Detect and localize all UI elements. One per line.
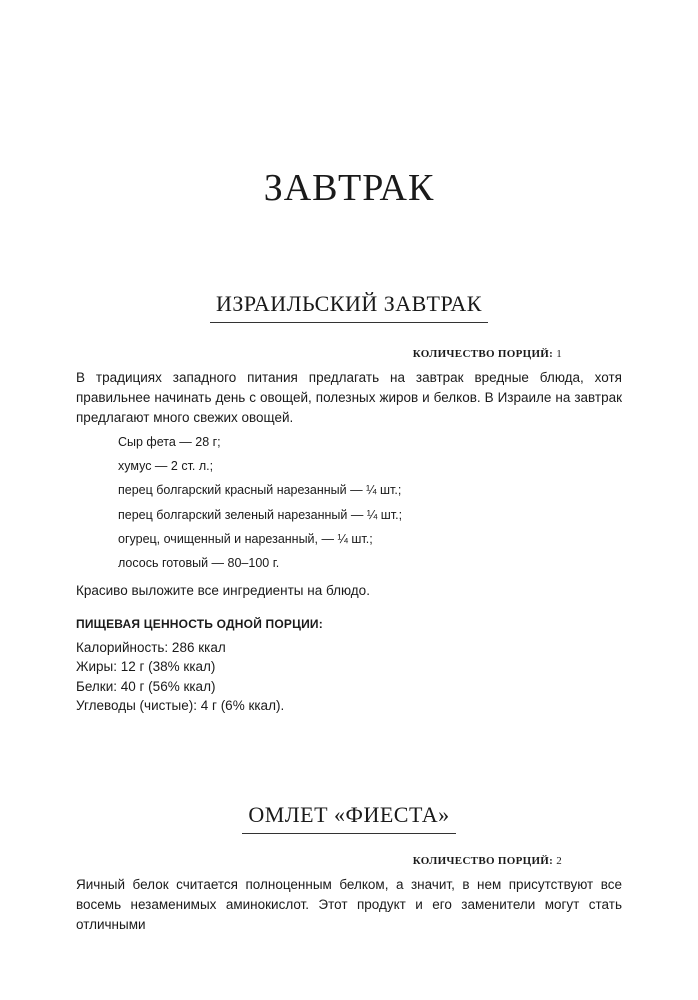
nutrition-list: [76, 638, 284, 715]
recipe-title: ОМЛЕТ «ФИЕСТА»: [242, 801, 455, 834]
ingredient-item: перец болгарский красный нарезанный — ¼ шт.;: [118, 483, 402, 498]
servings-count: [413, 347, 562, 361]
recipe-intro: Яичный белок считается полноценным белком, а значит, в нем присутствуют все восемь незаменимых аминокислот. Этот продукт и его заменители могут стать отличными: [76, 877, 622, 932]
nutrition-item: Белки: 40 г (56% ккал): [76, 678, 216, 694]
ingredient-item: огурец, очищенный и нарезанный, — ¼ шт.;: [118, 531, 373, 546]
recipe-intro: В традициях западного питания предлагать на завтрак вредные блюда, хотя правильнее начинать день с овощей, полезных жиров и белков. В Израиле на завтрак предлагают много свежих овощей.: [76, 370, 622, 425]
servings-label: КОЛИЧЕСТВО ПОРЦИЙ:: [412, 855, 554, 867]
ingredient-item: лосось готовый — 80–100 г.: [118, 556, 280, 571]
recipe-instruction: Красиво выложите все ингредиенты на блюдо.: [76, 583, 370, 598]
recipe-title-block: [0, 290, 698, 323]
servings-value: 1: [556, 348, 562, 360]
ingredient-item: хумус — 2 ст. л.;: [118, 459, 214, 474]
servings-label: КОЛИЧЕСТВО ПОРЦИЙ:: [412, 348, 554, 360]
nutrition-item: Калорийность: 286 ккал: [76, 640, 226, 655]
chapter-title: ЗАВТРАК: [263, 167, 435, 209]
ingredient-item: Сыр фета — 28 г;: [118, 435, 221, 449]
nutrition-heading: ПИЩЕВАЯ ЦЕННОСТЬ ОДНОЙ ПОРЦИИ:: [76, 617, 323, 631]
nutrition-item: Углеводы (чистые): 4 г (6% ккал).: [76, 697, 285, 713]
ingredient-item: перец болгарский зеленый нарезанный — ¼ шт.;: [118, 507, 403, 522]
servings-count: [413, 854, 562, 868]
ingredients-list: [118, 430, 402, 575]
recipe-title-block: [0, 801, 698, 834]
servings-value: 2: [556, 855, 562, 867]
nutrition-item: Жиры: 12 г (38% ккал): [76, 659, 216, 675]
recipe-title: ИЗРАИЛЬСКИЙ ЗАВТРАК: [210, 290, 488, 323]
